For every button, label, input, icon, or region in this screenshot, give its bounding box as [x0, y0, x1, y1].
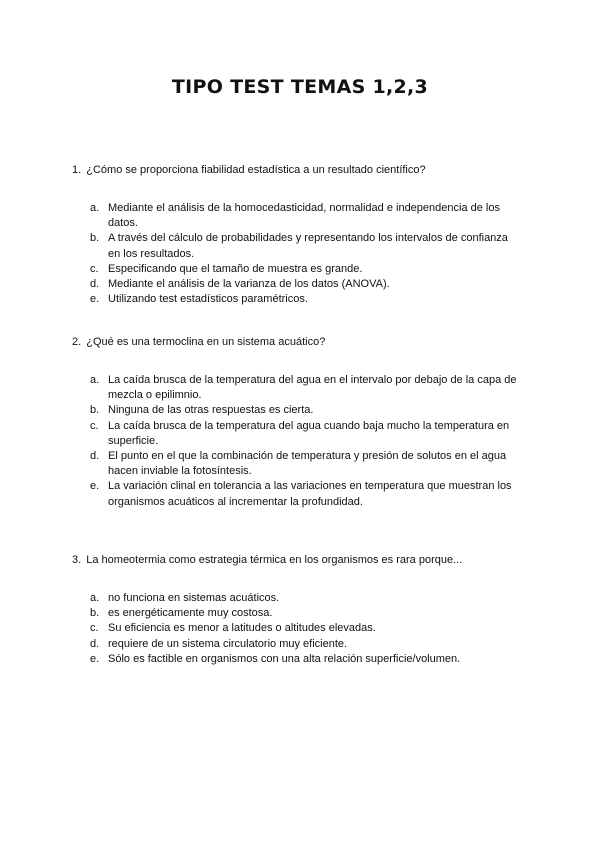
- option-text: Ninguna de las otras respuestas es cierta.: [108, 404, 314, 417]
- option-letter: b.: [90, 232, 100, 245]
- answer-option: [90, 652, 522, 667]
- option-text: no funciona en sistemas acuáticos.: [108, 592, 280, 604]
- answer-list-2: [90, 373, 522, 510]
- option-letter: c.: [90, 262, 99, 275]
- answer-option: [90, 479, 522, 509]
- option-letter: e.: [90, 293, 100, 306]
- option-letter: c.: [90, 622, 99, 635]
- answer-option: [90, 403, 522, 418]
- answer-option: [90, 231, 522, 261]
- option-text: Mediante el análisis de la varianza de los datos (ANOVA).: [108, 278, 390, 291]
- answer-option: [90, 373, 522, 403]
- answer-option: [90, 262, 522, 277]
- option-text: Mediante el análisis de la homocedasticidad, normalidad e independencia de los datos.: [108, 202, 500, 230]
- option-text: Sólo es factible en organismos con una alta relación superficie/volumen.: [108, 652, 461, 665]
- option-text: Su eficiencia es menor a latitudes o altitudes elevadas.: [108, 622, 376, 635]
- question-text: ¿Cómo se proporciona fiabilidad estadística a un resultado científico?: [86, 164, 426, 176]
- answer-option: [90, 449, 522, 479]
- question-1: [72, 163, 542, 178]
- option-text: La variación clinal en tolerancia a las variaciones en temperatura que muestran los organismos acuáticos al incrementar la profundidad.: [108, 480, 512, 508]
- option-letter: e.: [90, 652, 100, 665]
- question-number: 3.: [72, 554, 82, 566]
- option-letter: b.: [90, 404, 100, 417]
- option-letter: d.: [90, 637, 100, 650]
- question-3: [72, 553, 542, 568]
- option-letter: a.: [90, 592, 100, 604]
- answer-option: [90, 201, 522, 231]
- question-number: 1.: [72, 164, 82, 176]
- answer-option: [90, 621, 522, 636]
- question-text: La homeotermia como estrategia térmica en los organismos es rara porque...: [86, 554, 463, 566]
- question-text: ¿Qué es una termoclina en un sistema acuático?: [86, 336, 326, 348]
- option-letter: d.: [90, 278, 100, 291]
- option-text: A través del cálculo de probabilidades y representando los intervalos de confianza en los resultados.: [108, 232, 508, 260]
- answer-option: [90, 292, 522, 307]
- option-letter: e.: [90, 480, 100, 493]
- option-letter: c.: [90, 419, 99, 432]
- answer-option: [90, 606, 522, 621]
- option-text: Utilizando test estadísticos paramétricos.: [108, 293, 308, 306]
- answer-list-3: [90, 591, 522, 667]
- page-title: TIPO TEST TEMAS 1,2,3: [171, 76, 429, 98]
- option-text: Especificando que el tamaño de muestra es grande.: [108, 262, 363, 275]
- option-text: El punto en el que la combinación de temperatura y presión de solutos en el agua hacen inviable la fotosíntesis.: [108, 450, 507, 478]
- option-text: La caída brusca de la temperatura del agua en el intervalo por debajo de la capa de mezcla o epilimnio.: [108, 374, 517, 402]
- option-letter: b.: [90, 607, 100, 620]
- answer-option: [90, 277, 522, 292]
- question-number: 2.: [72, 336, 82, 348]
- question-2: [72, 335, 542, 350]
- option-letter: d.: [90, 450, 100, 463]
- answer-option: [90, 419, 522, 449]
- option-text: La caída brusca de la temperatura del agua cuando baja mucho la temperatura en superficie.: [108, 419, 510, 447]
- answer-list-1: [90, 201, 522, 307]
- option-letter: a.: [90, 202, 100, 214]
- answer-option: [90, 637, 522, 652]
- answer-option: [90, 591, 522, 606]
- option-text: es energéticamente muy costosa.: [108, 607, 273, 620]
- option-text: requiere de un sistema circulatorio muy eficiente.: [108, 637, 348, 650]
- option-letter: a.: [90, 374, 100, 386]
